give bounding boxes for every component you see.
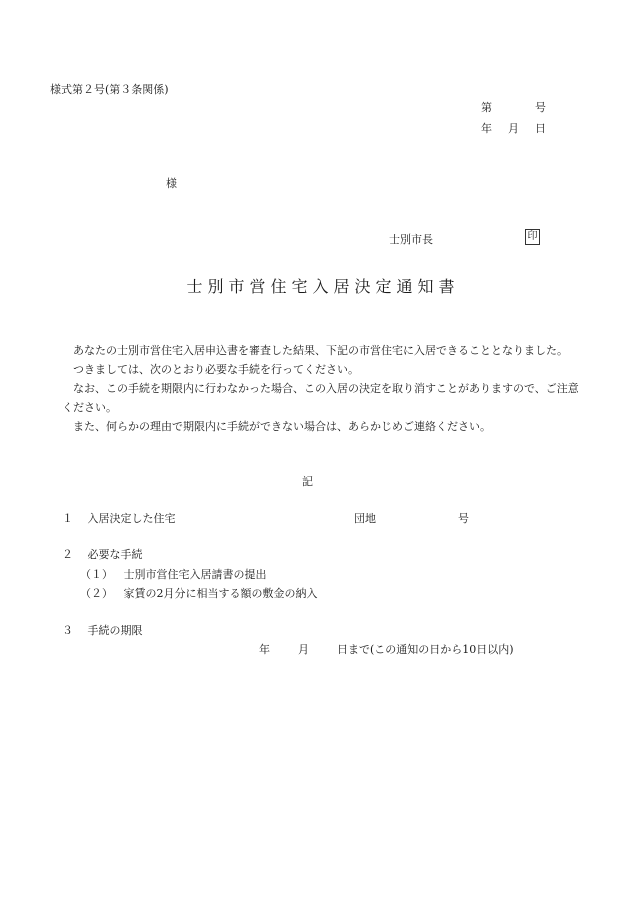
deadline-year: 年 — [259, 643, 270, 656]
document-title: 士別市営住宅入居決定通知書 — [186, 277, 460, 296]
deadline-line — [259, 641, 514, 657]
step-number: （１） — [80, 568, 113, 581]
danchi-label: 団地 — [354, 512, 376, 525]
item-label: 手続の期限 — [87, 624, 143, 637]
item-deadline — [62, 622, 143, 638]
date-day: 日 — [535, 122, 546, 135]
item-housing — [62, 510, 482, 526]
ki-heading: 記 — [302, 475, 313, 488]
item-procedures — [62, 546, 143, 562]
notice-body — [62, 341, 582, 436]
number-suffix: 号 — [535, 101, 546, 114]
form-number: 様式第２号(第３条関係) — [50, 83, 169, 96]
sender-title: 士別市長 — [389, 233, 433, 246]
item-number: １ — [62, 512, 73, 525]
step-text: 士別市営住宅入居請書の提出 — [123, 568, 267, 581]
seal-mark: 印 — [525, 229, 540, 245]
procedure-step — [80, 566, 267, 582]
deadline-text: 日まで(この通知の日から10日以内) — [337, 643, 514, 656]
body-paragraph: あなたの士別市営住宅入居申込書を審査した結果、下記の市営住宅に入居できることとなりました。 — [73, 344, 568, 357]
date-year: 年 — [481, 122, 492, 135]
issue-date-line — [481, 120, 546, 136]
body-paragraph: また、何らかの理由で期限内に手続ができない場合は、あらかじめご連絡ください。 — [73, 420, 491, 433]
procedure-step — [80, 585, 318, 601]
step-text: 家賃の2月分に相当する額の敷金の納入 — [123, 587, 318, 600]
body-paragraph: つきましては、次のとおり必要な手続を行ってください。 — [73, 363, 359, 376]
item-number: ３ — [62, 624, 73, 637]
room-number-label: 号 — [458, 512, 469, 525]
date-month: 月 — [508, 122, 519, 135]
document-number-line — [481, 99, 546, 115]
number-prefix: 第 — [481, 101, 492, 114]
addressee-suffix: 様 — [166, 177, 177, 190]
item-label: 必要な手続 — [87, 548, 143, 561]
item-label: 入居決定した住宅 — [87, 512, 176, 525]
deadline-month: 月 — [298, 643, 309, 656]
item-number: ２ — [62, 548, 73, 561]
step-number: （２） — [80, 587, 113, 600]
body-paragraph: なお、この手続を期限内に行わなかった場合、この入居の決定を取り消すことがありますので、ご注意ください。 — [62, 382, 579, 414]
